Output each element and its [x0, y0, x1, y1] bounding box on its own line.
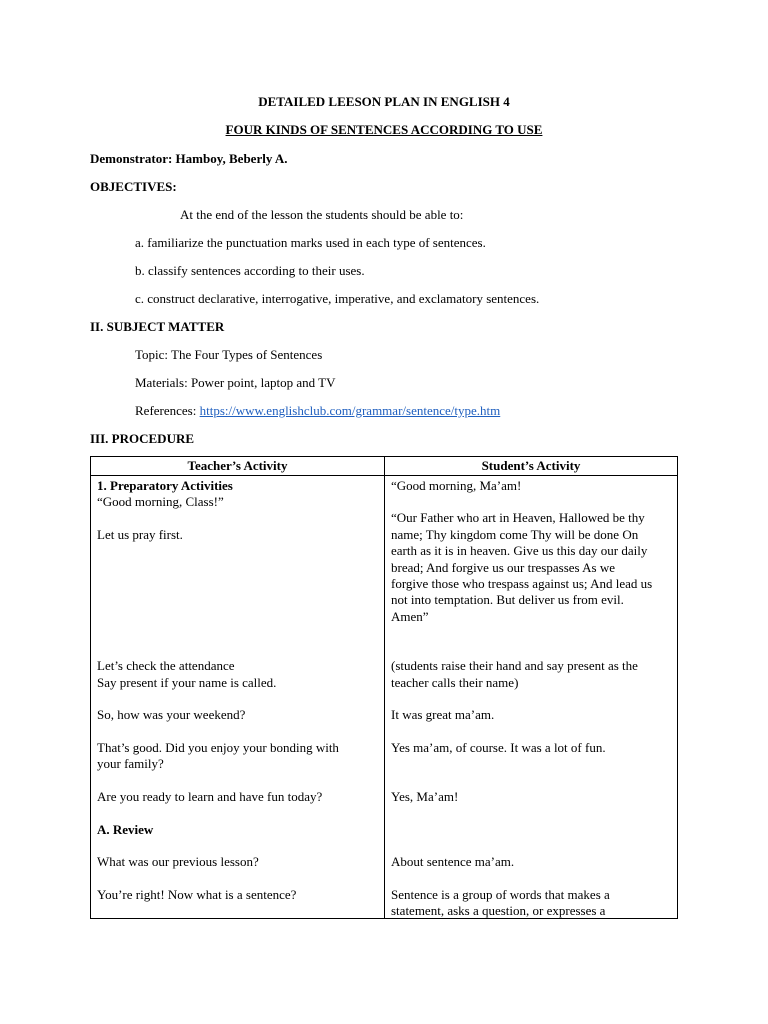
prayer-line: Amen” [391, 609, 429, 624]
teacher-activity-cell [91, 476, 385, 919]
teacher-line: Are you ready to learn and have fun today? [97, 789, 323, 804]
teacher-line: What was our previous lesson? [97, 854, 259, 869]
teacher-line: Let’s check the attendance [97, 658, 235, 673]
references-link[interactable]: https://www.englishclub.com/grammar/sentence/type.htm [199, 403, 501, 418]
topic-line: Topic: The Four Types of Sentences [135, 347, 323, 362]
teacher-line: Say present if your name is called. [97, 675, 277, 690]
references-label: References: [135, 403, 200, 418]
table-row [91, 476, 678, 919]
student-activity-header: Student’s Activity [385, 457, 678, 476]
prayer-line: not into temptation. But deliver us from evil. [391, 592, 624, 607]
teacher-line: your family? [97, 756, 164, 771]
document-title: DETAILED LEESON PLAN IN ENGLISH 4 [258, 94, 510, 109]
student-line: “Good morning, Ma’am! [391, 478, 522, 493]
table-header-row [91, 457, 678, 476]
teacher-line: So, how was your weekend? [97, 707, 246, 722]
prayer-line: name; Thy kingdom come Thy will be done On [391, 527, 639, 542]
prayer-line: “Our Father who art in Heaven, Hallowed be thy [391, 510, 645, 525]
objectives-heading: OBJECTIVES: [90, 179, 177, 194]
student-activity-cell [385, 476, 678, 919]
teacher-line: That’s good. Did you enjoy your bonding with [97, 740, 339, 755]
objective-item: b. classify sentences according to their uses. [135, 263, 365, 278]
review-heading: A. Review [97, 822, 154, 837]
student-line: About sentence ma’am. [391, 854, 515, 869]
procedure-heading: III. PROCEDURE [90, 431, 195, 446]
teacher-activity-header: Teacher’s Activity [91, 457, 385, 476]
prayer-line: forgive those who trespass against us; And lead us [391, 576, 653, 591]
student-line: Yes, Ma’am! [391, 789, 459, 804]
preparatory-heading: 1. Preparatory Activities [97, 478, 233, 493]
document-subtitle: FOUR KINDS OF SENTENCES ACCORDING TO USE [225, 122, 543, 137]
demonstrator-line: Demonstrator: Hamboy, Beberly A. [90, 151, 288, 166]
student-line: teacher calls their name) [391, 675, 519, 690]
prayer-line: earth as it is in heaven. Give us this day our daily [391, 543, 648, 558]
materials-line: Materials: Power point, laptop and TV [135, 375, 336, 390]
procedure-table [90, 456, 678, 919]
objective-item: c. construct declarative, interrogative, imperative, and exclamatory sentences. [135, 291, 540, 306]
teacher-line: “Good morning, Class!” [97, 494, 224, 509]
student-line: It was great ma’am. [391, 707, 495, 722]
objective-item: a. familiarize the punctuation marks used in each type of sentences. [135, 235, 486, 250]
teacher-line: You’re right! Now what is a sentence? [97, 887, 297, 902]
student-line: Sentence is a group of words that makes a [391, 887, 610, 902]
student-line: Yes ma’am, of course. It was a lot of fun. [391, 740, 606, 755]
subject-matter-heading: II. SUBJECT MATTER [90, 319, 225, 334]
student-line: statement, asks a question, or expresses a [391, 903, 606, 918]
student-line: (students raise their hand and say present as the [391, 658, 638, 673]
prayer-line: bread; And forgive us our trespasses As we [391, 560, 615, 575]
references-line [135, 403, 500, 419]
objectives-intro: At the end of the lesson the students should be able to: [180, 207, 464, 222]
teacher-line: Let us pray first. [97, 527, 183, 542]
